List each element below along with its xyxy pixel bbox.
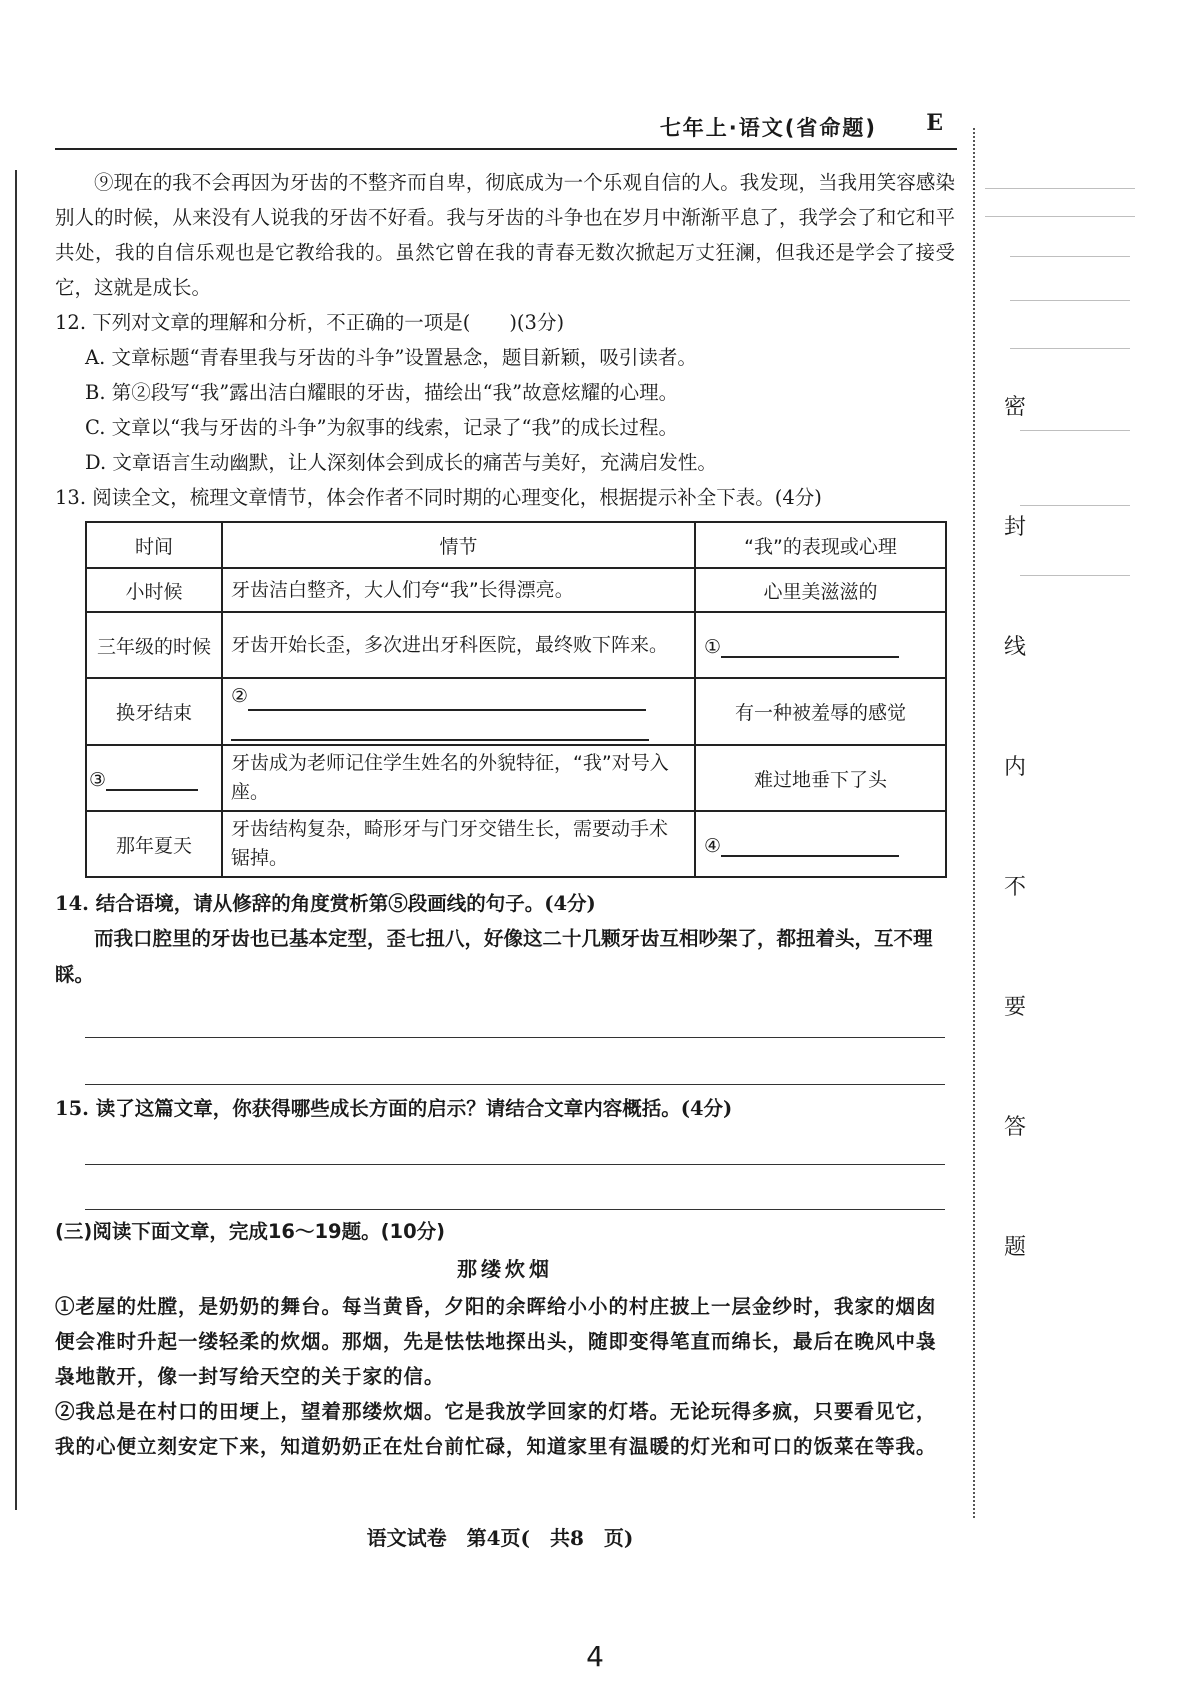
table-row xyxy=(86,678,946,745)
answer-blank[interactable] xyxy=(231,715,649,741)
table-header: 时间 xyxy=(86,522,222,568)
seal-word: 密 xyxy=(1003,395,1026,420)
plot-table xyxy=(85,521,947,878)
question-14-quote: 而我口腔里的牙齿也已基本定型，歪七扭八，好像这二十几颗牙齿互相吵架了，都扭着头，互不理睬。 xyxy=(55,927,933,986)
table-cell-plot: 牙齿开始长歪，多次进出牙科医院，最终败下阵来。 xyxy=(222,612,695,678)
margin-faint-line xyxy=(1020,575,1130,576)
question-12-option-c: C. 文章以“我与牙齿的斗争”为叙事的线索，记录了“我”的成长过程。 xyxy=(85,416,678,439)
table-row xyxy=(86,745,946,811)
table-cell-mind: 有一种被羞辱的感觉 xyxy=(695,678,946,745)
seal-word: 线 xyxy=(1003,635,1026,660)
page-header xyxy=(55,108,957,150)
question-12-option-a: A. 文章标题“青春里我与牙齿的斗争”设置悬念，题目新颖，吸引读者。 xyxy=(85,346,697,369)
left-binding-rule xyxy=(15,170,17,1510)
header-letter: E xyxy=(926,110,943,136)
seal-word: 要 xyxy=(1003,995,1026,1020)
seal-word: 内 xyxy=(1003,755,1026,780)
question-12-option-d: D. 文章语言生动幽默，让人深刻体会到成长的痛苦与美好，充满启发性。 xyxy=(85,451,717,474)
table-cell-plot[interactable] xyxy=(222,678,695,745)
seal-dotted-line xyxy=(973,128,975,1518)
answer-line[interactable] xyxy=(85,1209,945,1210)
margin-faint-line xyxy=(985,216,1135,217)
blank-marker: ② xyxy=(231,685,249,707)
section-3-heading: (三)阅读下面文章，完成16～19题。(10分) xyxy=(55,1220,446,1243)
table-cell-mind: 心里美滋滋的 xyxy=(695,568,946,612)
page-number: 4 xyxy=(586,1640,604,1673)
question-15-stem: 15. 读了这篇文章，你获得哪些成长方面的启示？请结合文章内容概括。(4分) xyxy=(55,1097,733,1120)
margin-faint-line xyxy=(1010,348,1130,349)
blank-marker: ③ xyxy=(89,769,107,791)
table-cell-plot: 牙齿成为老师记住学生姓名的外貌特征，“我”对号入座。 xyxy=(222,745,695,811)
table-cell-plot: 牙齿结构复杂，畸形牙与门牙交错生长，需要动手术锯掉。 xyxy=(222,811,695,877)
margin-faint-line xyxy=(1020,430,1130,431)
question-12-stem: 12. 下列对文章的理解和分析，不正确的一项是( )(3分) xyxy=(55,311,565,334)
table-header-row xyxy=(86,522,946,568)
answer-blank[interactable] xyxy=(248,685,646,711)
blank-marker: ④ xyxy=(704,835,722,857)
table-cell-time: 换牙结束 xyxy=(86,678,222,745)
paragraph-9: ⑨现在的我不会再因为牙齿的不整齐而自卑，彻底成为一个乐观自信的人。我发现，当我用笑容感染别人的时候，从来没有人说我的牙齿不好看。我与牙齿的斗争也在岁月中渐渐平息了，我学会了和它和平共处，我的自信乐观也是它教给我的。虽然它曾在我的青春无数次掀起万丈狂澜，但我还是学会了接受它，这就是成长。 xyxy=(55,171,955,299)
margin-faint-line xyxy=(1020,505,1130,506)
table-row xyxy=(86,811,946,877)
table-cell-plot: 牙齿洁白整齐，大人们夸“我”长得漂亮。 xyxy=(222,568,695,612)
answer-blank[interactable] xyxy=(721,831,899,857)
answer-line[interactable] xyxy=(85,1084,945,1085)
margin-faint-line xyxy=(1010,256,1130,257)
table-header: 情节 xyxy=(222,522,695,568)
page-footer: 语文试卷 第4页( 共8 页) xyxy=(366,1526,634,1550)
table-cell-time: 小时候 xyxy=(86,568,222,612)
article-paragraph-1: ①老屋的灶膛，是奶奶的舞台。每当黄昏，夕阳的余晖给小小的村庄披上一层金纱时，我家的烟囱便会准时升起一缕轻柔的炊烟。那烟，先是怯怯地探出头，随即变得笔直而绵长，最后在晚风中袅袅地散开，像一封写给天空的关于家的信。 xyxy=(55,1295,937,1388)
table-cell-mind[interactable] xyxy=(695,811,946,877)
question-14-stem: 14. 结合语境，请从修辞的角度赏析第⑤段画线的句子。(4分) xyxy=(55,892,596,915)
table-cell-time[interactable] xyxy=(86,745,222,811)
blank-marker: ① xyxy=(704,636,722,658)
question-12-option-b: B. 第②段写“我”露出洁白耀眼的牙齿，描绘出“我”故意炫耀的心理。 xyxy=(85,381,679,404)
seal-word: 封 xyxy=(1003,515,1026,540)
table-cell-mind: 难过地垂下了头 xyxy=(695,745,946,811)
table-cell-time: 那年夏天 xyxy=(86,811,222,877)
header-title: 七年上·语文(省命题) xyxy=(659,116,877,140)
seal-word: 不 xyxy=(1003,875,1026,900)
table-row xyxy=(86,568,946,612)
article-title: 那缕炊烟 xyxy=(457,1257,553,1281)
table-header: “我”的表现或心理 xyxy=(695,522,946,568)
article-paragraph-2: ②我总是在村口的田埂上，望着那缕炊烟。它是我放学回家的灯塔。无论玩得多疯，只要看见它，我的心便立刻安定下来，知道奶奶正在灶台前忙碌，知道家里有温暖的灯光和可口的饭菜在等我。 xyxy=(55,1400,937,1458)
answer-blank[interactable] xyxy=(721,632,899,658)
exam-content xyxy=(55,165,955,1464)
table-cell-mind[interactable] xyxy=(695,612,946,678)
margin-faint-line xyxy=(1010,300,1130,301)
answer-blank[interactable] xyxy=(106,765,198,791)
question-13-stem: 13. 阅读全文，梳理文章情节，体会作者不同时期的心理变化，根据提示补全下表。(4分) xyxy=(55,486,822,509)
table-cell-time: 三年级的时候 xyxy=(86,612,222,678)
margin-faint-line xyxy=(985,188,1135,189)
seal-word: 题 xyxy=(1003,1235,1026,1260)
table-row xyxy=(86,612,946,678)
seal-word: 答 xyxy=(1003,1115,1026,1140)
